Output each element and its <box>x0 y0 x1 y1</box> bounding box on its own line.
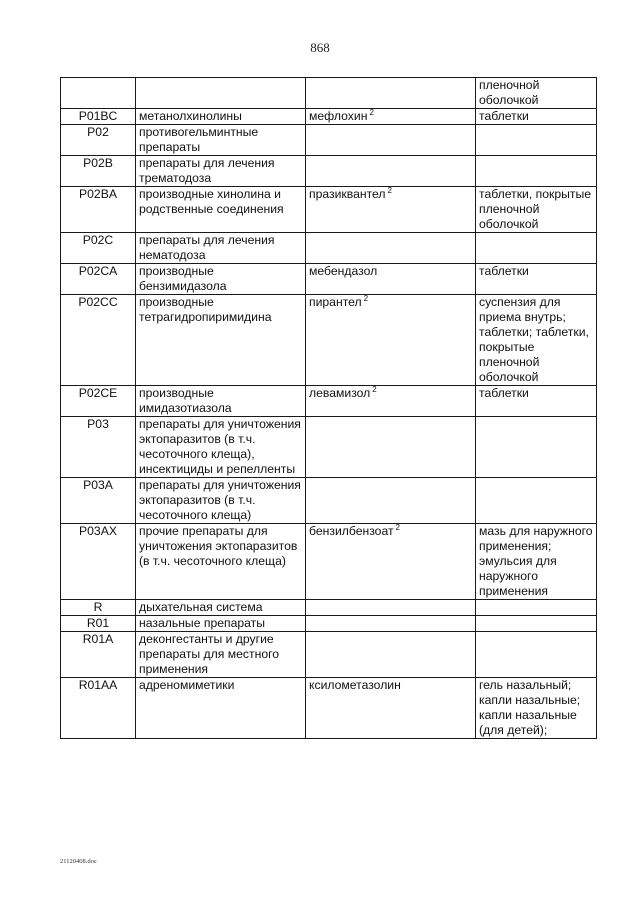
drug-name-cell <box>306 187 476 233</box>
group-name-cell: препараты для уничтожения эктопаразитов (в т.ч. чесоточного клеща), инсектициды и репелленты <box>136 417 306 478</box>
table-row <box>61 386 597 417</box>
dosage-form-cell: таблетки <box>476 264 597 295</box>
atc-code-cell: P02CC <box>61 295 136 386</box>
table-row <box>61 600 597 616</box>
drug-name-cell <box>306 233 476 264</box>
drug-name-cell <box>306 600 476 616</box>
dosage-form-cell: гель назальный; капли назальные; капли назальные (для детей); <box>476 678 597 739</box>
group-name-cell: производные тетрагидропиримидина <box>136 295 306 386</box>
drug-name: мебендазол <box>309 264 378 278</box>
dosage-form-cell: пленочной оболочкой <box>476 78 597 109</box>
table-row <box>61 616 597 632</box>
drug-name: ксилометазолин <box>309 678 401 692</box>
atc-code-cell <box>61 78 136 109</box>
table-row <box>61 125 597 156</box>
group-name-cell: препараты для лечения нематодоза <box>136 233 306 264</box>
dosage-form-cell <box>476 233 597 264</box>
drug-name-cell <box>306 156 476 187</box>
group-name-cell <box>136 78 306 109</box>
table-row <box>61 678 597 739</box>
footnote-marker: 2 <box>372 384 377 394</box>
atc-code-cell: P02CE <box>61 386 136 417</box>
drug-table <box>60 77 597 739</box>
drug-name-cell <box>306 417 476 478</box>
table-row <box>61 417 597 478</box>
group-name-cell: противогельминтные препараты <box>136 125 306 156</box>
dosage-form-cell <box>476 156 597 187</box>
page-number: 868 <box>310 40 330 55</box>
table-row <box>61 264 597 295</box>
table-row <box>61 478 597 524</box>
group-name-cell: препараты для уничтожения эктопаразитов (в т.ч. чесоточного клеща) <box>136 478 306 524</box>
atc-code-cell: P01BC <box>61 109 136 125</box>
atc-code-cell: R01AA <box>61 678 136 739</box>
dosage-form-cell: суспензия для приема внутрь; таблетки; таблетки, покрытые пленочной оболочкой <box>476 295 597 386</box>
footnote-marker: 2 <box>395 522 400 532</box>
drug-name: бензилбензоат <box>309 524 394 538</box>
drug-name-cell <box>306 632 476 678</box>
drug-name: празиквантел <box>309 187 386 201</box>
group-name-cell: препараты для лечения трематодоза <box>136 156 306 187</box>
dosage-form-cell: таблетки <box>476 386 597 417</box>
drug-name-cell <box>306 295 476 386</box>
group-name-cell: производные имидазотиазола <box>136 386 306 417</box>
drug-name-cell <box>306 125 476 156</box>
drug-name-cell <box>306 78 476 109</box>
atc-code-cell: P02C <box>61 233 136 264</box>
atc-code-cell: P02B <box>61 156 136 187</box>
drug-name-cell <box>306 386 476 417</box>
group-name-cell: назальные препараты <box>136 616 306 632</box>
group-name-cell: метанолхинолины <box>136 109 306 125</box>
drug-name-cell <box>306 524 476 600</box>
atc-code-cell: P02 <box>61 125 136 156</box>
group-name-cell: деконгестанты и другие препараты для местного применения <box>136 632 306 678</box>
atc-code-cell: P02BA <box>61 187 136 233</box>
drug-name-cell <box>306 478 476 524</box>
table-row <box>61 632 597 678</box>
atc-code-cell: P03AX <box>61 524 136 600</box>
group-name-cell: адреномиметики <box>136 678 306 739</box>
footnote-marker: 2 <box>387 185 392 195</box>
drug-name-cell <box>306 264 476 295</box>
atc-code-cell: P03A <box>61 478 136 524</box>
table-row <box>61 524 597 600</box>
table-row <box>61 78 597 109</box>
dosage-form-cell <box>476 478 597 524</box>
group-name-cell: производные хинолина и родственные соединения <box>136 187 306 233</box>
dosage-form-cell: мазь для наружного применения; эмульсия для наружного применения <box>476 524 597 600</box>
atc-code-cell: R01 <box>61 616 136 632</box>
atc-code-cell: R <box>61 600 136 616</box>
dosage-form-cell <box>476 600 597 616</box>
dosage-form-cell <box>476 125 597 156</box>
table-row <box>61 295 597 386</box>
footer-filename: 21120408.doc <box>60 858 97 865</box>
dosage-form-cell: таблетки <box>476 109 597 125</box>
group-name-cell: производные бензимидазола <box>136 264 306 295</box>
drug-name: пирантел <box>309 295 362 309</box>
dosage-form-cell <box>476 632 597 678</box>
drug-name: мефлохин <box>309 109 368 123</box>
dosage-form-cell <box>476 417 597 478</box>
drug-name-cell <box>306 616 476 632</box>
dosage-form-cell <box>476 616 597 632</box>
table-row <box>61 233 597 264</box>
atc-code-cell: P02CA <box>61 264 136 295</box>
atc-code-cell: P03 <box>61 417 136 478</box>
footnote-marker: 2 <box>369 107 374 117</box>
drug-name-cell <box>306 109 476 125</box>
footnote-marker: 2 <box>363 293 369 303</box>
dosage-form-cell: таблетки, покрытые пленочной оболочкой <box>476 187 597 233</box>
table-row <box>61 187 597 233</box>
drug-name-cell <box>306 678 476 739</box>
drug-name: левамизол <box>309 386 371 400</box>
table-row <box>61 156 597 187</box>
atc-code-cell: R01A <box>61 632 136 678</box>
group-name-cell: дыхательная система <box>136 600 306 616</box>
group-name-cell: прочие препараты для уничтожения эктопаразитов (в т.ч. чесоточного клеща) <box>136 524 306 600</box>
table-row <box>61 109 597 125</box>
